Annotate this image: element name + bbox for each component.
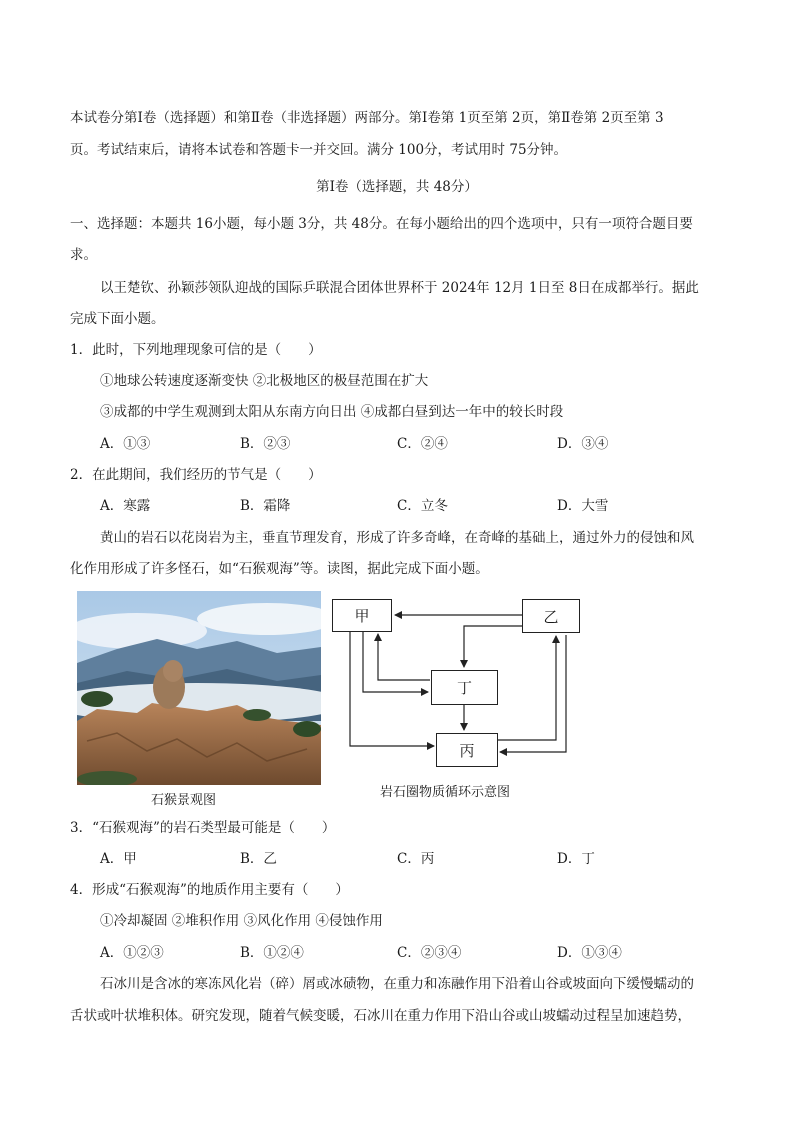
section-title: 第Ⅰ卷（选择题，共 48分） <box>316 179 478 195</box>
question-3-option-b: B．乙 <box>240 851 277 867</box>
rock-box-ding: 丁 <box>431 670 498 705</box>
question-3-option-a: A．甲 <box>100 851 137 867</box>
rock-box-yi: 乙 <box>522 599 580 633</box>
question-3-option-c: C．丙 <box>397 851 435 867</box>
question-1-items-1: ①地球公转速度逐渐变快 ②北极地区的极昼范围在扩大 <box>100 373 429 389</box>
intro-line-2: 页。考试结束后，请将本试卷和答题卡一并交回。满分 100分，考试用时 75分钟。 <box>70 142 568 158</box>
question-3-option-d: D．丁 <box>557 851 595 867</box>
question-4-stem: 4．形成“石猴观海”的地质作用主要有（ ） <box>70 882 349 898</box>
question-2-option-d: D．大雪 <box>557 498 609 514</box>
question-4-option-b: B．①②④ <box>240 945 304 961</box>
material3-line-2: 舌状或叶状堆积体。研究发现，随着气候变暖，石冰川在重力作用下沿山谷或山坡蠕动过程呈加速趋势， <box>70 1008 691 1024</box>
question-2-option-c: C．立冬 <box>397 498 448 514</box>
intro-line-1: 本试卷分第Ⅰ卷（选择题）和第Ⅱ卷（非选择题）两部分。第Ⅰ卷第 1页至第 2页，第Ⅱ卷第 2页至第 3 <box>70 110 664 126</box>
material2-line-2: 化作用形成了许多怪石，如“石猴观海”等。读图，据此完成下面小题。 <box>70 561 489 577</box>
question-3-stem: 3．“石猴观海”的岩石类型最可能是（ ） <box>70 820 336 836</box>
photo-caption: 石猴景观图 <box>151 793 217 808</box>
question-1-stem: 1．此时，下列地理现象可信的是（ ） <box>70 342 322 358</box>
question-1-option-b: B．②③ <box>240 436 291 452</box>
diagram-caption: 岩石圈物质循环示意图 <box>380 785 511 800</box>
question-2-option-a: A．寒露 <box>100 498 151 514</box>
question-2-stem: 2．在此期间，我们经历的节气是（ ） <box>70 467 322 483</box>
question-2-option-b: B．霜降 <box>240 498 291 514</box>
question-4-option-a: A．①②③ <box>100 945 164 961</box>
rock-box-jia: 甲 <box>332 599 392 632</box>
material3-line-1: 石冰川是含冰的寒冻风化岩（碎）屑或冰碛物，在重力和冻融作用下沿着山谷或坡面向下缓慢蠕动的 <box>100 976 694 992</box>
part1-instruction-line-2: 求。 <box>70 247 97 263</box>
rock-box-bing: 丙 <box>436 733 498 767</box>
question-1-option-a: A．①③ <box>100 436 151 452</box>
part1-instruction-line-1: 一、选择题：本题共 16小题，每小题 3分，共 48分。在每小题给出的四个选项中，只有一项符合题目要 <box>70 216 693 232</box>
material2-line-1: 黄山的岩石以花岗岩为主，垂直节理发育，形成了许多奇峰，在奇峰的基础上，通过外力的侵蚀和风 <box>100 530 694 546</box>
question-4-option-c: C．②③④ <box>397 945 462 961</box>
question-1-option-c: C．②④ <box>397 436 448 452</box>
question-1-items-2: ③成都的中学生观测到太阳从东南方向日出 ④成都白昼到达一年中的较长时段 <box>100 404 564 420</box>
question-1-option-d: D．③④ <box>557 436 609 452</box>
material1-line-1: 以王楚钦、孙颖莎领队迎战的国际乒联混合团体世界杯于 2024年 12月 1日至 8日在成都举行。据此 <box>100 280 699 296</box>
question-4-option-d: D．①③④ <box>557 945 622 961</box>
material1-line-2: 完成下面小题。 <box>70 311 165 327</box>
question-4-items: ①冷却凝固 ②堆积作用 ③风化作用 ④侵蚀作用 <box>100 913 383 929</box>
